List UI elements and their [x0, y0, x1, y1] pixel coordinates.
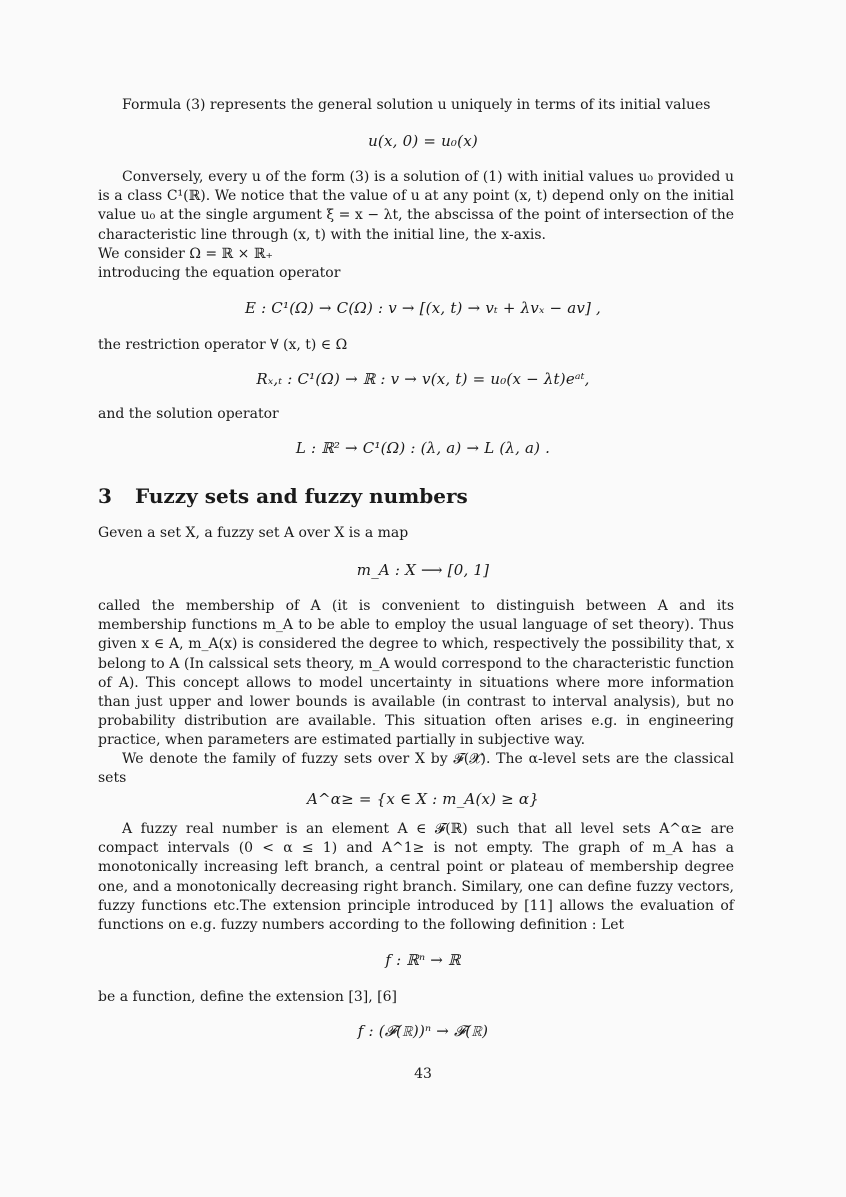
- section-number: 3: [98, 484, 112, 508]
- paragraph-membership-explanation: called the membership of A (it is convenient to distinguish between A and its membership functions m_A to be able to employ the usual language of set theory). Thus given x ∈ A, m_A(x) is considered the degree to which, respectively the possibility that, x belong to A (In calssical sets theory, m_A would correspond to the characteristic function of A). This concept allows to model uncertainty in situations where more information than just upper and lower bounds is available (in contrast to interval analysis), but no probability distribution are available. This situation often arises e.g. in engineering practice, when parameters are estimated partially in subjective way.: [98, 598, 734, 749]
- equation-solution-l: L : ℝ² → C¹(Ω) : (λ, a) → L (λ, a) .: [295, 439, 551, 457]
- paragraph-equation-operator: introducing the equation operator: [98, 265, 341, 281]
- paragraph-family-fuzzy-sets: We denote the family of fuzzy sets over X by 𝓕(𝓧). The α-level sets are the classical sets: [98, 751, 734, 787]
- paragraph-fuzzy-real-number: A fuzzy real number is an element A ∈ 𝓕(ℝ) such that all level sets A^α≥ are compact intervals (0 < α ≤ 1) and A^1≥ is not empty. The graph of m_A has a monotonically increasing left branch, a central point or plateau of membership degree one, and a monotonically decreasing right branch. Similary, one can define fuzzy vectors, fuzzy functions etc.The extension principle introduced by [11] allows the evaluation of functions on e.g. fuzzy numbers according to the following definition : Let: [98, 821, 734, 934]
- equation-initial-condition: u(x, 0) = u₀(x): [368, 132, 478, 150]
- equation-extension-f: f : (𝓕(ℝ))ⁿ → 𝓕(ℝ): [357, 1022, 489, 1040]
- page-number: 43: [414, 1066, 432, 1082]
- equation-function-f: f : ℝⁿ → ℝ: [385, 951, 461, 969]
- equation-restriction-r: Rₓ,ₜ : C¹(Ω) → ℝ : v → v(x, t) = u₀(x − λt)eᵃᵗ,: [256, 370, 590, 388]
- paragraph-conversely: Conversely, every u of the form (3) is a solution of (1) with initial values u₀ provided u is a class C¹(ℝ). We notice that the value of u at any point (x, t) depend only on the initial value u₀ at the single argument ξ = x − λt, the abscissa of the point of intersection of the characteristic line through (x, t) with the initial line, the x-axis.: [98, 169, 734, 243]
- paragraph-fuzzy-set-definition: Geven a set X, a fuzzy set A over X is a map: [98, 525, 409, 541]
- paragraph-initial-values: Formula (3) represents the general solution u uniquely in terms of its initial values: [122, 97, 711, 113]
- section-title: Fuzzy sets and fuzzy numbers: [135, 484, 468, 508]
- paragraph-consider-omega: We consider Ω = ℝ × ℝ₊: [98, 246, 273, 262]
- equation-membership-map: m_A : X ⟶ [0, 1]: [356, 561, 490, 579]
- equation-alpha-level-set: A^α≥ = {x ∈ X : m_A(x) ≥ α}: [306, 790, 539, 808]
- section-heading: [98, 484, 468, 508]
- paragraph-extension: be a function, define the extension [3], [6]: [98, 989, 397, 1005]
- paragraph-solution-operator: and the solution operator: [98, 406, 279, 422]
- equation-operator-e: E : C¹(Ω) → C(Ω) : v → [(x, t) → vₜ + λvₓ − av] ,: [244, 299, 602, 317]
- paragraph-restriction-operator: the restriction operator ∀ (x, t) ∈ Ω: [98, 337, 348, 353]
